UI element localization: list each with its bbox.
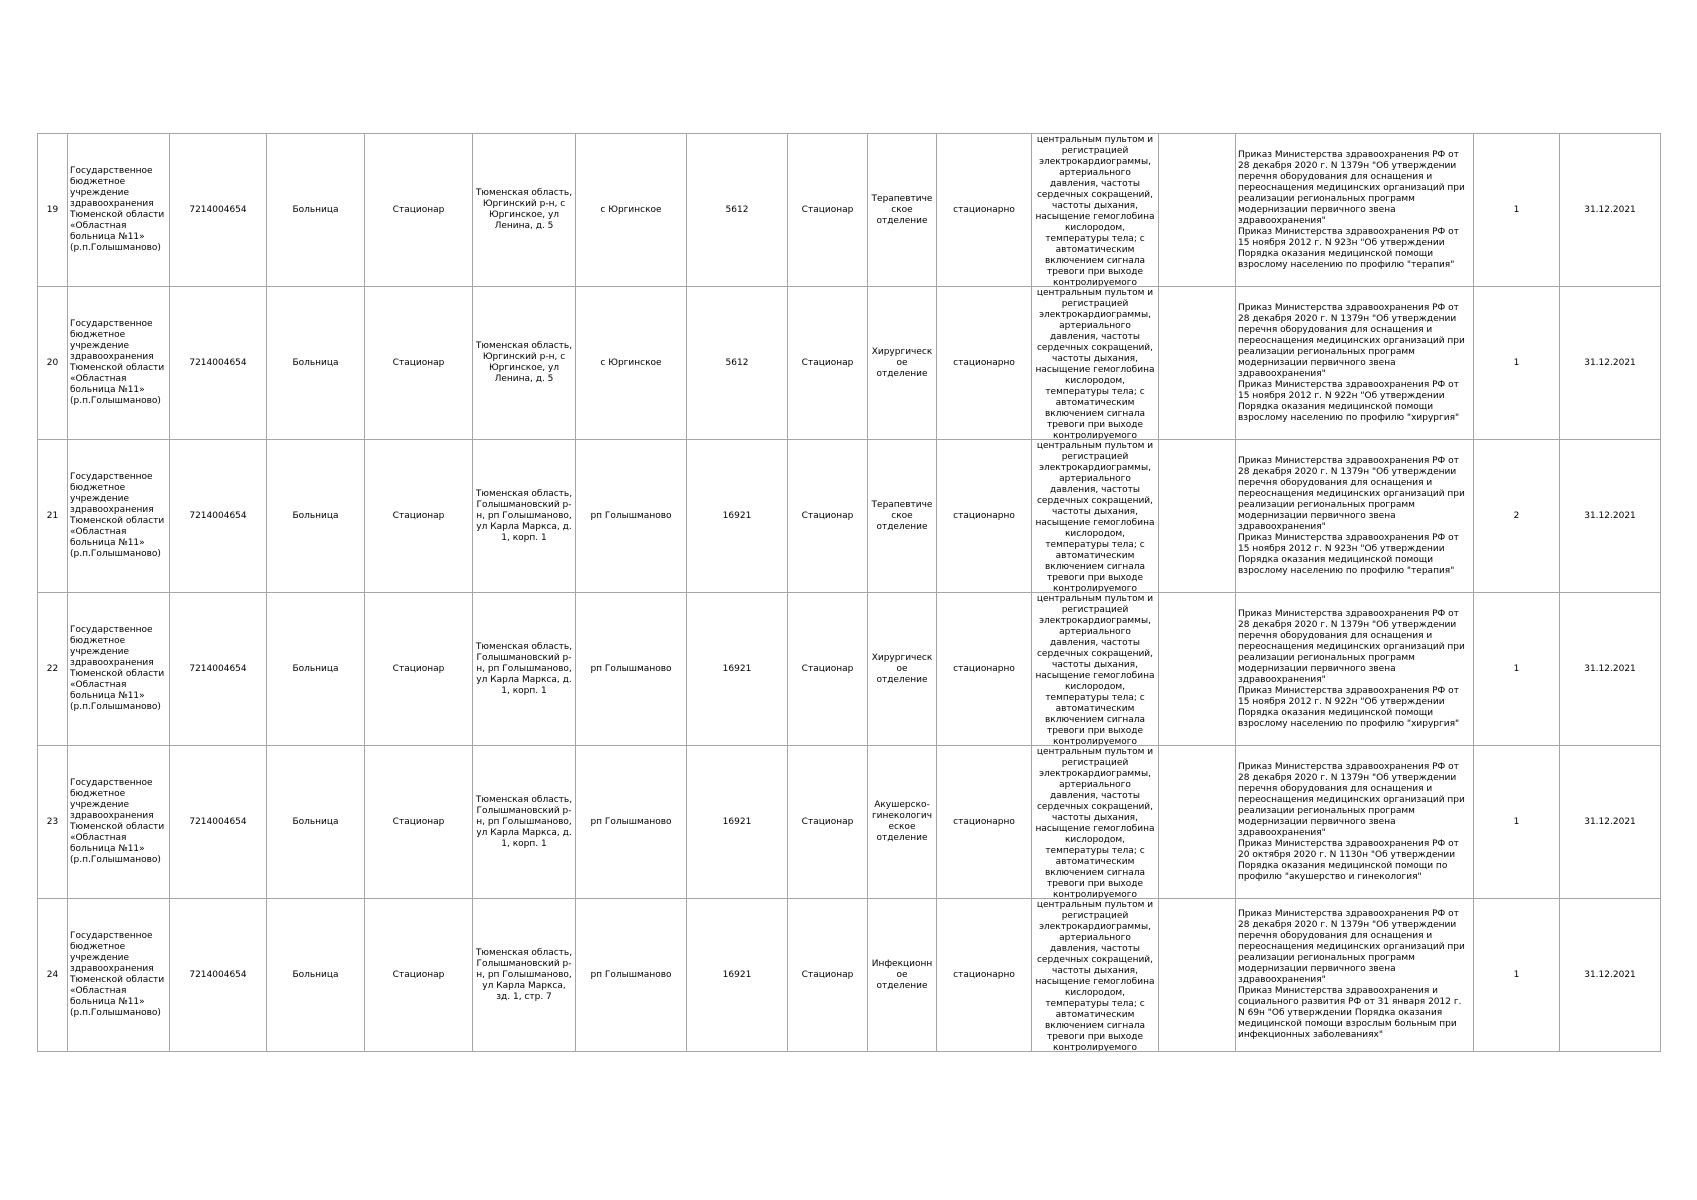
department-cell: Терапевтическое отделение bbox=[868, 134, 937, 287]
quantity-cell: 1 bbox=[1474, 593, 1560, 746]
extra-cell bbox=[1159, 440, 1236, 593]
facility-type: Больница bbox=[267, 440, 365, 593]
date-cell: 31.12.2021 bbox=[1560, 593, 1661, 746]
inn-cell: 7214004654 bbox=[170, 440, 267, 593]
equipment-text: центральным пультом и регистрацией электрокардиограммы, артериального давления, частоты сердечных сокращений, частоты дыхания, насыщение гемоглобина кислородом, температуры тела; с автоматическим включением сигнала тревоги при выходе контролируемого bbox=[1035, 134, 1155, 286]
inn-cell: 7214004654 bbox=[170, 287, 267, 440]
mode-cell: стационарно bbox=[937, 440, 1032, 593]
date-cell: 31.12.2021 bbox=[1560, 899, 1661, 1052]
locality-cell: с Юргинское bbox=[576, 287, 687, 440]
equipment-cell bbox=[1032, 899, 1159, 1052]
locality-cell: с Юргинское bbox=[576, 134, 687, 287]
equipment-text: центральным пультом и регистрацией электрокардиограммы, артериального давления, частоты сердечных сокращений, частоты дыхания, насыщение гемоглобина кислородом, температуры тела; с автоматическим включением сигнала тревоги при выходе контролируемого bbox=[1035, 287, 1155, 439]
organization-name: Государственное бюджетное учреждение здравоохранения Тюменской области «Областная больница №11» (р.п.Голышманово) bbox=[68, 440, 170, 593]
extra-cell bbox=[1159, 134, 1236, 287]
table-row bbox=[38, 287, 1661, 440]
organization-name: Государственное бюджетное учреждение здравоохранения Тюменской области «Областная больница №11» (р.п.Голышманово) bbox=[68, 746, 170, 899]
facility-type: Больница bbox=[267, 593, 365, 746]
table-row bbox=[38, 899, 1661, 1052]
address-cell: Тюменская область, Юргинский р-н, с Юргинское, ул Ленина, д. 5 bbox=[473, 287, 576, 440]
row-number: 21 bbox=[38, 440, 68, 593]
basis-cell: Приказ Министерства здравоохранения РФ от 28 декабря 2020 г. N 1379н "Об утверждении перечня оборудования для оснащения и переоснащения медицинских организаций при реализации региональных программ модернизации первичного звена здравоохранения" Приказ Министерства здравоохранения РФ от 20 октября 2020 г. N 1130н "Об утверждении Порядка оказания медицинской помощи по профилю "акушерство и гинекология" bbox=[1236, 746, 1474, 899]
extra-cell bbox=[1159, 593, 1236, 746]
population-cell: 16921 bbox=[687, 746, 788, 899]
equipment-cell bbox=[1032, 287, 1159, 440]
inn-cell: 7214004654 bbox=[170, 746, 267, 899]
address-cell: Тюменская область, Голышмановский р-н, рп Голышманово, ул Карла Маркса, д. 1, корп. 1 bbox=[473, 593, 576, 746]
date-cell: 31.12.2021 bbox=[1560, 746, 1661, 899]
facility-kind: Стационар bbox=[365, 287, 473, 440]
department-cell: Хирургическое отделение bbox=[868, 287, 937, 440]
equipment-cell bbox=[1032, 746, 1159, 899]
unit-type-cell: Стационар bbox=[788, 287, 868, 440]
quantity-cell: 1 bbox=[1474, 899, 1560, 1052]
equipment-text: центральным пультом и регистрацией электрокардиограммы, артериального давления, частоты сердечных сокращений, частоты дыхания, насыщение гемоглобина кислородом, температуры тела; с автоматическим включением сигнала тревоги при выходе контролируемого bbox=[1035, 593, 1155, 745]
table-row bbox=[38, 134, 1661, 287]
locality-cell: рп Голышманово bbox=[576, 440, 687, 593]
organization-name: Государственное бюджетное учреждение здравоохранения Тюменской области «Областная больница №11» (р.п.Голышманово) bbox=[68, 134, 170, 287]
organization-name: Государственное бюджетное учреждение здравоохранения Тюменской области «Областная больница №11» (р.п.Голышманово) bbox=[68, 287, 170, 440]
quantity-cell: 1 bbox=[1474, 134, 1560, 287]
extra-cell bbox=[1159, 746, 1236, 899]
facility-kind: Стационар bbox=[365, 746, 473, 899]
organization-name: Государственное бюджетное учреждение здравоохранения Тюменской области «Областная больница №11» (р.п.Голышманово) bbox=[68, 899, 170, 1052]
mode-cell: стационарно bbox=[937, 746, 1032, 899]
row-number: 22 bbox=[38, 593, 68, 746]
quantity-cell: 1 bbox=[1474, 746, 1560, 899]
department-cell: Инфекционное отделение bbox=[868, 899, 937, 1052]
table-row bbox=[38, 440, 1661, 593]
mode-cell: стационарно bbox=[937, 593, 1032, 746]
row-number: 24 bbox=[38, 899, 68, 1052]
population-cell: 5612 bbox=[687, 287, 788, 440]
population-cell: 16921 bbox=[687, 593, 788, 746]
population-cell: 16921 bbox=[687, 440, 788, 593]
locality-cell: рп Голышманово bbox=[576, 899, 687, 1052]
mode-cell: стационарно bbox=[937, 287, 1032, 440]
quantity-cell: 2 bbox=[1474, 440, 1560, 593]
equipment-cell bbox=[1032, 593, 1159, 746]
unit-type-cell: Стационар bbox=[788, 440, 868, 593]
address-cell: Тюменская область, Голышмановский р-н, рп Голышманово, ул Карла Маркса, зд. 1, стр. 7 bbox=[473, 899, 576, 1052]
facility-type: Больница bbox=[267, 134, 365, 287]
equipment-text: центральным пультом и регистрацией электрокардиограммы, артериального давления, частоты сердечных сокращений, частоты дыхания, насыщение гемоглобина кислородом, температуры тела; с автоматическим включением сигнала тревоги при выходе контролируемого bbox=[1035, 746, 1155, 898]
data-table bbox=[37, 133, 1661, 1052]
date-cell: 31.12.2021 bbox=[1560, 287, 1661, 440]
quantity-cell: 1 bbox=[1474, 287, 1560, 440]
row-number: 19 bbox=[38, 134, 68, 287]
department-cell: Терапевтическое отделение bbox=[868, 440, 937, 593]
row-number: 23 bbox=[38, 746, 68, 899]
equipment-cell bbox=[1032, 440, 1159, 593]
facility-kind: Стационар bbox=[365, 899, 473, 1052]
basis-cell: Приказ Министерства здравоохранения РФ от 28 декабря 2020 г. N 1379н "Об утверждении перечня оборудования для оснащения и переоснащения медицинских организаций при реализации региональных программ модернизации первичного звена здравоохранения" Приказ Министерства здравоохранения РФ от 15 ноября 2012 г. N 923н "Об утверждении Порядка оказания медицинской помощи взрослому населению по профилю "терапия" bbox=[1236, 134, 1474, 287]
inn-cell: 7214004654 bbox=[170, 593, 267, 746]
mode-cell: стационарно bbox=[937, 899, 1032, 1052]
equipment-text: центральным пультом и регистрацией электрокардиограммы, артериального давления, частоты сердечных сокращений, частоты дыхания, насыщение гемоглобина кислородом, температуры тела; с автоматическим включением сигнала тревоги при выходе контролируемого bbox=[1035, 440, 1155, 592]
department-cell: Хирургическое отделение bbox=[868, 593, 937, 746]
locality-cell: рп Голышманово bbox=[576, 746, 687, 899]
address-cell: Тюменская область, Юргинский р-н, с Юргинское, ул Ленина, д. 5 bbox=[473, 134, 576, 287]
facility-kind: Стационар bbox=[365, 440, 473, 593]
department-cell: Акушерско-гинекологическое отделение bbox=[868, 746, 937, 899]
facility-kind: Стационар bbox=[365, 134, 473, 287]
date-cell: 31.12.2021 bbox=[1560, 440, 1661, 593]
unit-type-cell: Стационар bbox=[788, 593, 868, 746]
facility-kind: Стационар bbox=[365, 593, 473, 746]
basis-cell: Приказ Министерства здравоохранения РФ от 28 декабря 2020 г. N 1379н "Об утверждении перечня оборудования для оснащения и переоснащения медицинских организаций при реализации региональных программ модернизации первичного звена здравоохранения" Приказ Министерства здравоохранения РФ от 15 ноября 2012 г. N 923н "Об утверждении Порядка оказания медицинской помощи взрослому населению по профилю "терапия" bbox=[1236, 440, 1474, 593]
facility-type: Больница bbox=[267, 287, 365, 440]
inn-cell: 7214004654 bbox=[170, 134, 267, 287]
facility-type: Больница bbox=[267, 746, 365, 899]
organization-name: Государственное бюджетное учреждение здравоохранения Тюменской области «Областная больница №11» (р.п.Голышманово) bbox=[68, 593, 170, 746]
table-row bbox=[38, 746, 1661, 899]
date-cell: 31.12.2021 bbox=[1560, 134, 1661, 287]
basis-cell: Приказ Министерства здравоохранения РФ от 28 декабря 2020 г. N 1379н "Об утверждении перечня оборудования для оснащения и переоснащения медицинских организаций при реализации региональных программ модернизации первичного звена здравоохранения" Приказ Министерства здравоохранения и социального развития РФ от 31 января 2012 г. N 69н "Об утверждении Порядка оказания медицинской помощи взрослым больным при инфекционных заболеваниях" bbox=[1236, 899, 1474, 1052]
population-cell: 5612 bbox=[687, 134, 788, 287]
basis-cell: Приказ Министерства здравоохранения РФ от 28 декабря 2020 г. N 1379н "Об утверждении перечня оборудования для оснащения и переоснащения медицинских организаций при реализации региональных программ модернизации первичного звена здравоохранения" Приказ Министерства здравоохранения РФ от 15 ноября 2012 г. N 922н "Об утверждении Порядка оказания медицинской помощи взрослому населению по профилю "хирургия" bbox=[1236, 593, 1474, 746]
table-row bbox=[38, 593, 1661, 746]
inn-cell: 7214004654 bbox=[170, 899, 267, 1052]
extra-cell bbox=[1159, 287, 1236, 440]
extra-cell bbox=[1159, 899, 1236, 1052]
equipment-cell bbox=[1032, 134, 1159, 287]
row-number: 20 bbox=[38, 287, 68, 440]
address-cell: Тюменская область, Голышмановский р-н, рп Голышманово, ул Карла Маркса, д. 1, корп. 1 bbox=[473, 746, 576, 899]
basis-cell: Приказ Министерства здравоохранения РФ от 28 декабря 2020 г. N 1379н "Об утверждении перечня оборудования для оснащения и переоснащения медицинских организаций при реализации региональных программ модернизации первичного звена здравоохранения" Приказ Министерства здравоохранения РФ от 15 ноября 2012 г. N 922н "Об утверждении Порядка оказания медицинской помощи взрослому населению по профилю "хирургия" bbox=[1236, 287, 1474, 440]
mode-cell: стационарно bbox=[937, 134, 1032, 287]
locality-cell: рп Голышманово bbox=[576, 593, 687, 746]
table-body bbox=[38, 134, 1661, 1052]
unit-type-cell: Стационар bbox=[788, 134, 868, 287]
unit-type-cell: Стационар bbox=[788, 746, 868, 899]
address-cell: Тюменская область, Голышмановский р-н, рп Голышманово, ул Карла Маркса, д. 1, корп. 1 bbox=[473, 440, 576, 593]
equipment-text: центральным пультом и регистрацией электрокардиограммы, артериального давления, частоты сердечных сокращений, частоты дыхания, насыщение гемоглобина кислородом, температуры тела; с автоматическим включением сигнала тревоги при выходе контролируемого bbox=[1035, 899, 1155, 1051]
facility-type: Больница bbox=[267, 899, 365, 1052]
unit-type-cell: Стационар bbox=[788, 899, 868, 1052]
population-cell: 16921 bbox=[687, 899, 788, 1052]
